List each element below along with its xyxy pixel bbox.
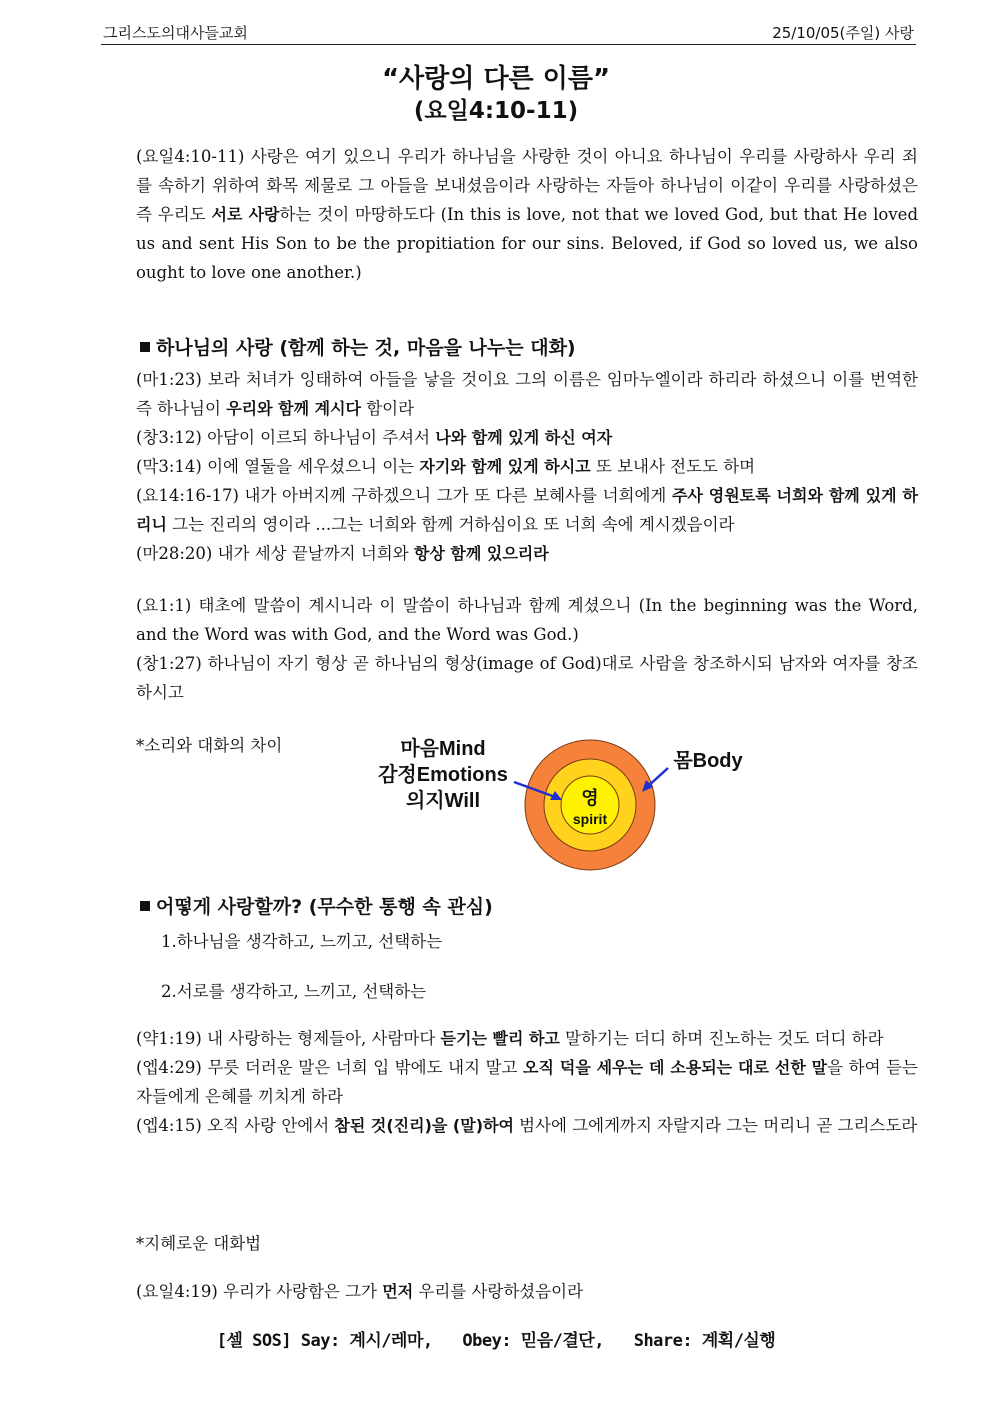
verse-text: 함이라 bbox=[360, 399, 415, 418]
diagram-note: *소리와 대화의 차이 bbox=[136, 736, 283, 755]
intro-paragraph bbox=[136, 142, 918, 287]
verse-text: 을 하여 듣는 자들에게 은혜를 끼치게 하라 bbox=[136, 1058, 918, 1106]
verse-jn1-1: (요1:1) 태초에 말씀이 계시니라 이 말씀이 하나님과 함께 계셨으니 (In the beginning was the Word, and the Word was with God, and the Word was God.) bbox=[136, 596, 918, 644]
verse-text: (엡4:29) 무릇 더러운 말은 너희 입 밖에도 내지 말고 bbox=[136, 1058, 524, 1077]
verse-list-2 bbox=[136, 591, 918, 707]
verse-jn14-16 bbox=[136, 481, 918, 539]
will-label: 의지Will bbox=[405, 790, 480, 812]
verse-bold: 주사 영원토록 너희와 함께 있게 하리니 bbox=[136, 486, 918, 534]
list-item-1: 1.하나님을 생각하고, 느끼고, 선택하는 bbox=[161, 932, 443, 951]
verse-gen1-27: (창1:27) 하나님이 자기 형상 곧 하나님의 형상(image of God)대로 사람을 창조하시되 남자와 여자를 창조하시고 bbox=[136, 654, 918, 702]
verse-gen3-12 bbox=[136, 423, 918, 452]
spirit-label-en: spirit bbox=[572, 811, 608, 827]
verse-bold: 먼저 bbox=[382, 1282, 414, 1301]
section-heading-text: 어떻게 사랑할까? (무수한 통행 속 관심) bbox=[156, 896, 493, 918]
verse-list-3 bbox=[136, 1024, 918, 1140]
mind-label: 마음Mind bbox=[400, 738, 486, 760]
verse-bold: 우리와 함께 계시다 bbox=[226, 399, 361, 418]
verse-text: (요14:16-17) 내가 아버지께 구하겠으니 그가 또 다른 보혜사를 너희에게 bbox=[136, 486, 672, 505]
body-label: 몸Body bbox=[673, 750, 743, 772]
scripture-reference: (요일4:10-11) bbox=[413, 98, 579, 124]
page-header bbox=[101, 20, 916, 45]
page-title: “사랑의 다른 이름” bbox=[381, 64, 611, 94]
verse-text: (막3:14) 이에 열둘을 세우셨으니 이는 bbox=[136, 457, 420, 476]
verse-text: 또 보내사 전도도 하며 bbox=[590, 457, 756, 476]
verse-text: (약1:19) 내 사랑하는 형제들아, 사람마다 bbox=[136, 1029, 441, 1048]
intro-text: 사랑은 여기 있으니 우리가 하나님을 사랑한 것이 아니요 하나님이 우리를 사랑하사 우리 죄를 속하기 위하여 화목 제물로 그 아들을 보내셨음이라 사랑하는 자들아 하나님이 이같이 우리를 사랑하셨은즉 우리도 bbox=[136, 147, 918, 224]
list-item-2: 2.서로를 생각하고, 느끼고, 선택하는 bbox=[161, 982, 427, 1001]
church-name: 그리스도의대사들교회 bbox=[103, 24, 248, 42]
spirit-label-ko: 영 bbox=[581, 788, 599, 809]
spirit-soul-body-diagram bbox=[500, 730, 680, 880]
section-heading-how-to-love bbox=[140, 892, 493, 919]
verse-bold: 나와 함께 있게 하신 여자 bbox=[435, 428, 613, 447]
verse-text: 범사에 그에게까지 자랄지라 그는 머리니 곧 그리스도라 bbox=[513, 1116, 918, 1135]
verse-bold: 항상 함께 있으리라 bbox=[413, 544, 549, 563]
verse-text: 우리를 사랑하셨음이라 bbox=[413, 1282, 584, 1301]
verse-list-1 bbox=[136, 365, 918, 568]
verse-1jn4-19 bbox=[136, 1277, 918, 1306]
mind-emotions-will-label bbox=[368, 736, 518, 814]
intro-ref: (요일4:10-11) bbox=[136, 147, 245, 166]
emotions-label: 감정Emotions bbox=[378, 764, 508, 786]
verse-bold: 참된 것(진리)을 (말)하여 bbox=[334, 1116, 514, 1135]
header-date: 25/10/05(주일) 사랑 bbox=[772, 24, 914, 42]
bullet-square-icon bbox=[140, 901, 150, 911]
verse-eph4-29 bbox=[136, 1053, 918, 1111]
intro-text-2: 하는 것이 마땅하도다 (In this is love, not that we loved God, but that He loved us and sent His Son to be the propitiation for our sins. Beloved, if God so loved us, we also ought to love one another.) bbox=[136, 205, 919, 282]
intro-bold: 서로 사랑 bbox=[211, 205, 280, 224]
verse-text: (마1:23) 보라 처녀가 잉태하여 아들을 낳을 것이요 그의 이름은 임마누엘이라 하리라 하셨으니 이를 번역한즉 하나님이 bbox=[136, 370, 918, 418]
verse-mt1-23 bbox=[136, 365, 918, 423]
verse-mt28-20 bbox=[136, 539, 918, 568]
bullet-square-icon bbox=[140, 342, 150, 352]
footer-say: [셀 SOS] Say: 계시/레마, bbox=[216, 1331, 433, 1351]
verse-text: (창3:12) 아담이 이르되 하나님이 주셔서 bbox=[136, 428, 436, 447]
verse-text: (요일4:19) 우리가 사랑함은 그가 bbox=[136, 1282, 383, 1301]
verse-bold: 자기와 함께 있게 하시고 bbox=[419, 457, 591, 476]
footer-obey: Obey: 믿음/결단, bbox=[462, 1331, 604, 1351]
verse-jas1-19 bbox=[136, 1024, 918, 1053]
verse-eph4-15 bbox=[136, 1111, 918, 1140]
verse-mk3-14 bbox=[136, 452, 918, 481]
wise-conversation-note: *지혜로운 대화법 bbox=[136, 1234, 262, 1253]
verse-text: 그는 진리의 영이라 ...그는 너희와 함께 거하심이요 또 너희 속에 계시겠음이라 bbox=[166, 515, 735, 534]
verse-text: 말하기는 더디 하며 진노하는 것도 더디 하라 bbox=[559, 1029, 884, 1048]
verse-text: (마28:20) 내가 세상 끝날까지 너희와 bbox=[136, 544, 414, 563]
verse-bold: 듣기는 빨리 하고 bbox=[440, 1029, 560, 1048]
section-heading-gods-love bbox=[140, 333, 576, 360]
cell-sos-footer bbox=[0, 1326, 992, 1351]
verse-bold: 오직 덕을 세우는 데 소용되는 대로 선한 말 bbox=[523, 1058, 828, 1077]
footer-share: Share: 계획/실행 bbox=[633, 1331, 776, 1351]
section-heading-text: 하나님의 사랑 (함께 하는 것, 마음을 나누는 대화) bbox=[156, 337, 576, 359]
verse-text: (엡4:15) 오직 사랑 안에서 bbox=[136, 1116, 335, 1135]
